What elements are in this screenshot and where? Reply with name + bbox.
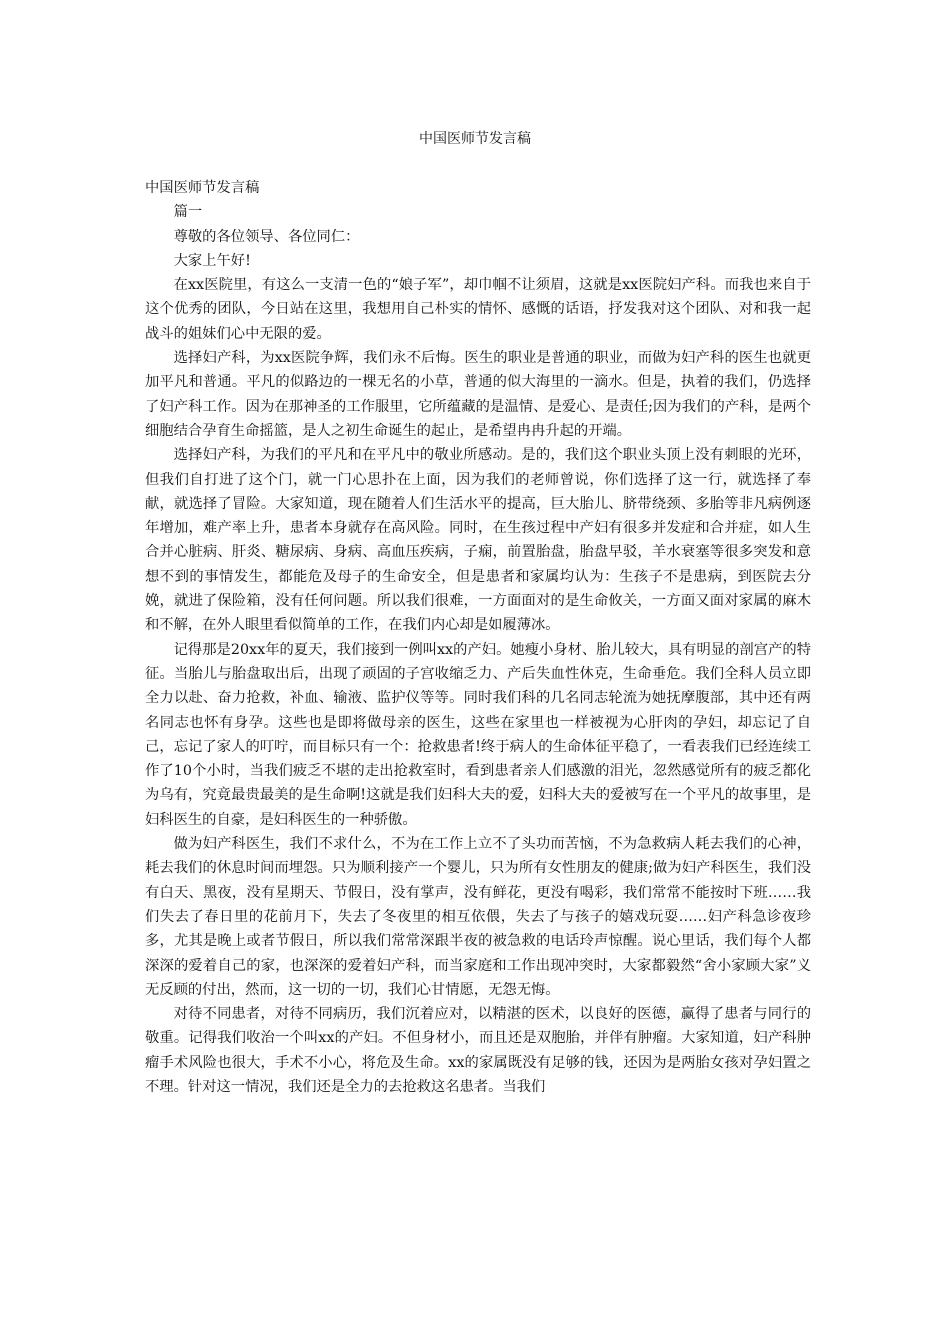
section-label: 篇一: [173, 204, 203, 221]
salutation: 尊敬的各位领导、各位同仁：: [173, 228, 360, 245]
paragraph: 记得那是20xx年的夏天，我们接到一例叫xx的产妇。她瘦小身材、胎儿较大，具有明显的剖宫产的特征。当胎儿与胎盘取出后，出现了顽固的子宫收缩乏力、产后失血性休克，生命垂危。我们全科人员立即全力以赴、奋力抢救，补血、输液、监护仪等等。同时我们科的几名同志轮流为她抚摩腹部，其中还有两名同志也怀有身孕。这些也是即将做母亲的医生，这些在家里也一样被视为心肝肉的孕妇，却忘记了自己，忘记了家人的叮咛，而目标只有一个：抢救患者!终于病人的生命体征平稳了，一看表我们已经连续工作了10个小时，当我们疲乏不堪的走出抢救室时，看到患者亲人们感激的泪光，忽然感觉所有的疲乏都化为乌有，究竟最贵最美的是生命啊!这就是我们妇科大夫的爱，妇科大夫的爱被写在一个平凡的故事里，是妇科医生的自豪，是妇科医生的一种骄傲。: [145, 641, 811, 828]
document-title: 中国医师节发言稿: [419, 131, 531, 147]
paragraph: 选择妇产科，为xx医院争辉，我们永不后悔。医生的职业是普通的职业，而做为妇产科的医生也就更加平凡和普通。平凡的似路边的一棵无名的小草，普通的似大海里的一滴水。但是，执着的我们，仍选择了妇产科工作。因为在那神圣的工作服里，它所蕴藏的是温情、是爱心、是责任;因为我们的产科，是两个细胞结合孕育生命摇篮，是人之初生命诞生的起止，是希望冉冉升起的开端。: [145, 350, 811, 439]
paragraph: 在xx医院里，有这么一支清一色的“娘子军”，却巾帼不让须眉，这就是xx医院妇产科。而我也来自于这个优秀的团队，今日站在这里，我想用自己朴实的情怀、感慨的话语，抒发我对这个团队、对和我一起战斗的姐妹们心中无限的爱。: [145, 277, 811, 342]
greeting: 大家上午好!: [173, 252, 251, 269]
paragraph: 做为妇产科医生，我们不求什么，不为在工作上立不了头功而苦恼，不为急救病人耗去我们的心神，耗去我们的休息时间而埋怨。只为顺利接产一个婴儿，只为所有女性朋友的健康;做为妇产科医生，我们没有白天、黑夜，没有星期天、节假日，没有掌声，没有鲜花，更没有喝彩，我们常常不能按时下班……我们失去了春日里的花前月下，失去了冬夜里的相互依偎，失去了与孩子的嬉戏玩耍……妇产科急诊夜珍多，尤其是晚上或者节假日，所以我们常常深跟半夜的被急救的电话玲声惊醒。说心里话，我们每个人都深深的爱着自己的家，也深深的爱着妇产科，而当家庭和工作出现冲突时，大家都毅然“舍小家顾大家”义无反顾的付出，然而，这一切的一切，我们心甘情愿，无怨无悔。: [145, 836, 811, 998]
document-body: [145, 176, 811, 1099]
document-heading: 中国医师节发言稿: [145, 180, 260, 196]
paragraph: 选择妇产科，为我们的平凡和在平凡中的敬业所感动。是的，我们这个职业头顶上没有刺眼的光环，但我们自打进了这个门，就一门心思扑在上面，因为我们的老师曾说，你们选择了这一行，就选择了奉献，就选择了冒险。大家知道，现在随着人们生活水平的提高，巨大胎儿、脐带绕颈、多胎等非凡病例逐年增加，难产率上升，患者本身就存在高风险。同时，在生孩过程中产妇有很多并发症和合并症，如人生合并心脏病、肝炎、糖尿病、身病、高血压疾病，子痫，前置胎盘，胎盘早驳，羊水衰塞等很多突发和意想不到的事情发生，都能危及母子的生命安全，但是患者和家属均认为：生孩子不是患病，到医院去分娩，就进了保险箱，没有任何问题。所以我们很难，一方面面对的是生命攸关，一方面又面对家属的麻木和不解，在外人眼里看似简单的工作，在我们内心却是如履薄冰。: [145, 447, 811, 634]
paragraph: 对待不同患者，对待不同病历，我们沉着应对，以精湛的医术，以良好的医德，赢得了患者与同行的敬重。记得我们收治一个叫xx的产妇。不但身材小，而且还是双胞胎，并伴有肿瘤。大家知道，妇产科肿瘤手术风险也很大，手术不小心，将危及生命。xx的家属既没有足够的钱，还因为是两胎女孩对孕妇置之不理。针对这一情况，我们还是全力的去抢救这名患者。当我们: [145, 1006, 811, 1095]
